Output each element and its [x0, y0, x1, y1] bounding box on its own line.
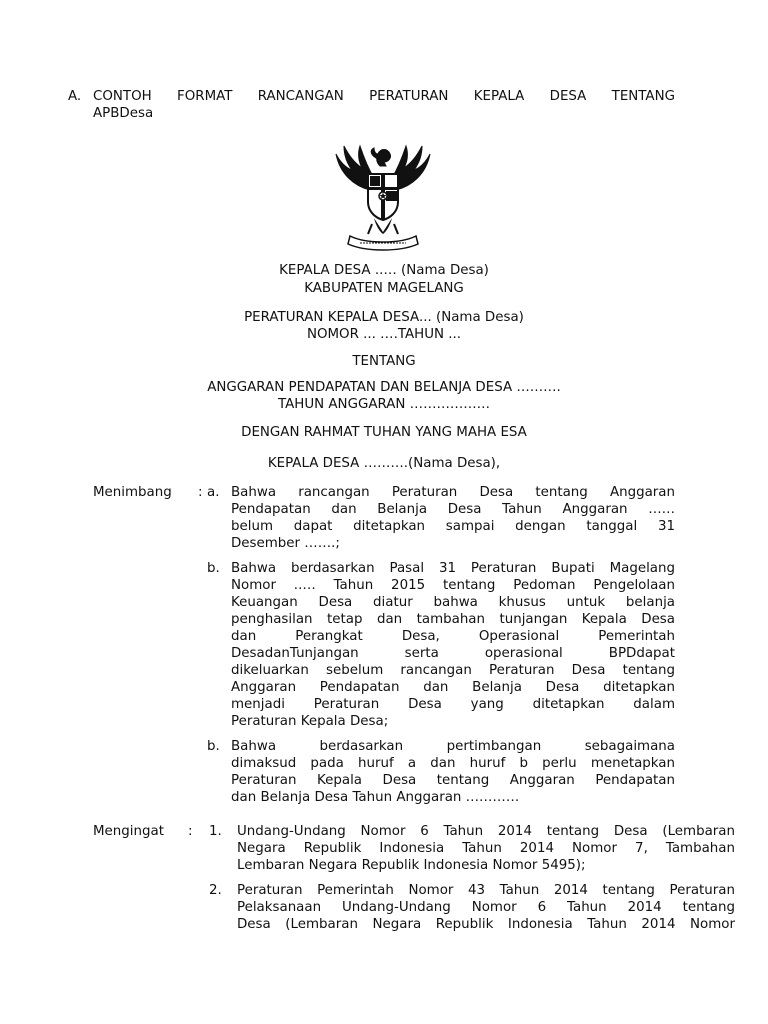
- heading-line1: CONTOH FORMAT RANCANGAN PERATURAN KEPALA DESA TENTANG: [93, 89, 675, 104]
- authority-title: KEPALA DESA ..… (Nama Desa): [279, 263, 489, 278]
- heading-line2: APBDesa: [93, 106, 154, 121]
- mengingat-item-line: Negara Republik Indonesia Tahun 2014 Nomor 7, Tambahan: [237, 841, 735, 856]
- menimbang-item-marker: b.: [207, 739, 220, 754]
- menimbang-colon: :: [198, 485, 203, 500]
- mengingat-item-line: Pelaksanaan Undang-Undang Nomor 6 Tahun 2014 tentang: [237, 900, 735, 915]
- menimbang-item-marker: a.: [207, 485, 220, 500]
- menimbang-item-line: Peraturan Kepala Desa tentang Anggaran Pendapatan: [231, 773, 675, 788]
- menimbang-item-line: Nomor ..… Tahun 2015 tentang Pedoman Pengelolaan: [231, 578, 675, 593]
- regulation-title: PERATURAN KEPALA DESA... (Nama Desa): [244, 310, 524, 325]
- mengingat-item-marker: 2.: [209, 883, 222, 898]
- grace-line: DENGAN RAHMAT TUHAN YANG MAHA ESA: [241, 425, 527, 440]
- menimbang-item-line: menjadi Peraturan Desa yang ditetapkan dalam: [231, 697, 675, 712]
- mengingat-item-line: Undang-Undang Nomor 6 Tahun 2014 tentang Desa (Lembaran: [237, 824, 735, 839]
- heading-marker: A.: [68, 89, 82, 104]
- subject-line1: ANGGARAN PENDAPATAN DAN BELANJA DESA ……….: [207, 380, 561, 395]
- menimbang-item-line: Peraturan Kepala Desa;: [231, 714, 389, 729]
- menimbang-item-marker: b.: [207, 561, 220, 576]
- garuda-pancasila-emblem-icon: [330, 140, 436, 256]
- menimbang-item-line: belum dapat ditetapkan sampai dengan tanggal 31: [231, 519, 675, 534]
- menimbang-item-line: Desember …….;: [231, 536, 340, 551]
- mengingat-colon: :: [188, 824, 193, 839]
- issuer-line: KEPALA DESA ……….(Nama Desa),: [267, 456, 501, 471]
- menimbang-item-line: penghasilan tetap dan tambahan tunjangan Kepala Desa: [231, 612, 675, 627]
- menimbang-item-line: Bahwa berdasarkan Pasal 31 Peraturan Bupati Magelang: [231, 561, 675, 576]
- menimbang-item-line: Bahwa rancangan Peraturan Desa tentang Anggaran: [231, 485, 675, 500]
- menimbang-item-line: Pendapatan dan Belanja Desa Tahun Anggaran ……: [231, 502, 675, 517]
- mengingat-item-line: Lembaran Negara Republik Indonesia Nomor 5495);: [237, 858, 586, 873]
- mengingat-item-line: Peraturan Pemerintah Nomor 43 Tahun 2014 tentang Peraturan: [237, 883, 735, 898]
- regency-title: KABUPATEN MAGELANG: [304, 281, 464, 296]
- menimbang-item-line: dan Perangkat Desa, Operasional Pemerintah: [231, 629, 675, 644]
- about-label: TENTANG: [352, 354, 416, 369]
- mengingat-label: Mengingat: [93, 824, 164, 839]
- menimbang-item-line: DesadanTunjangan serta operasional BPDdapat: [231, 646, 675, 661]
- subject-line2: TAHUN ANGGARAN ………………: [277, 397, 491, 412]
- menimbang-item-line: dan Belanja Desa Tahun Anggaran …………: [231, 790, 520, 805]
- menimbang-item-line: Bahwa berdasarkan pertimbangan sebagaimana: [231, 739, 675, 754]
- menimbang-item-line: Keuangan Desa diatur bahwa khusus untuk belanja: [231, 595, 675, 610]
- regulation-number: NOMOR ... ….TAHUN ...: [306, 327, 462, 342]
- menimbang-item-line: Anggaran Pendapatan dan Belanja Desa ditetapkan: [231, 680, 675, 695]
- menimbang-item-line: dikeluarkan sebelum rancangan Peraturan Desa tentang: [231, 663, 675, 678]
- menimbang-item-line: dimaksud pada huruf a dan huruf b perlu menetapkan: [231, 756, 675, 771]
- mengingat-item-marker: 1.: [209, 824, 222, 839]
- menimbang-label: Menimbang: [93, 485, 172, 500]
- mengingat-item-line: Desa (Lembaran Negara Republik Indonesia Tahun 2014 Nomor: [237, 917, 735, 932]
